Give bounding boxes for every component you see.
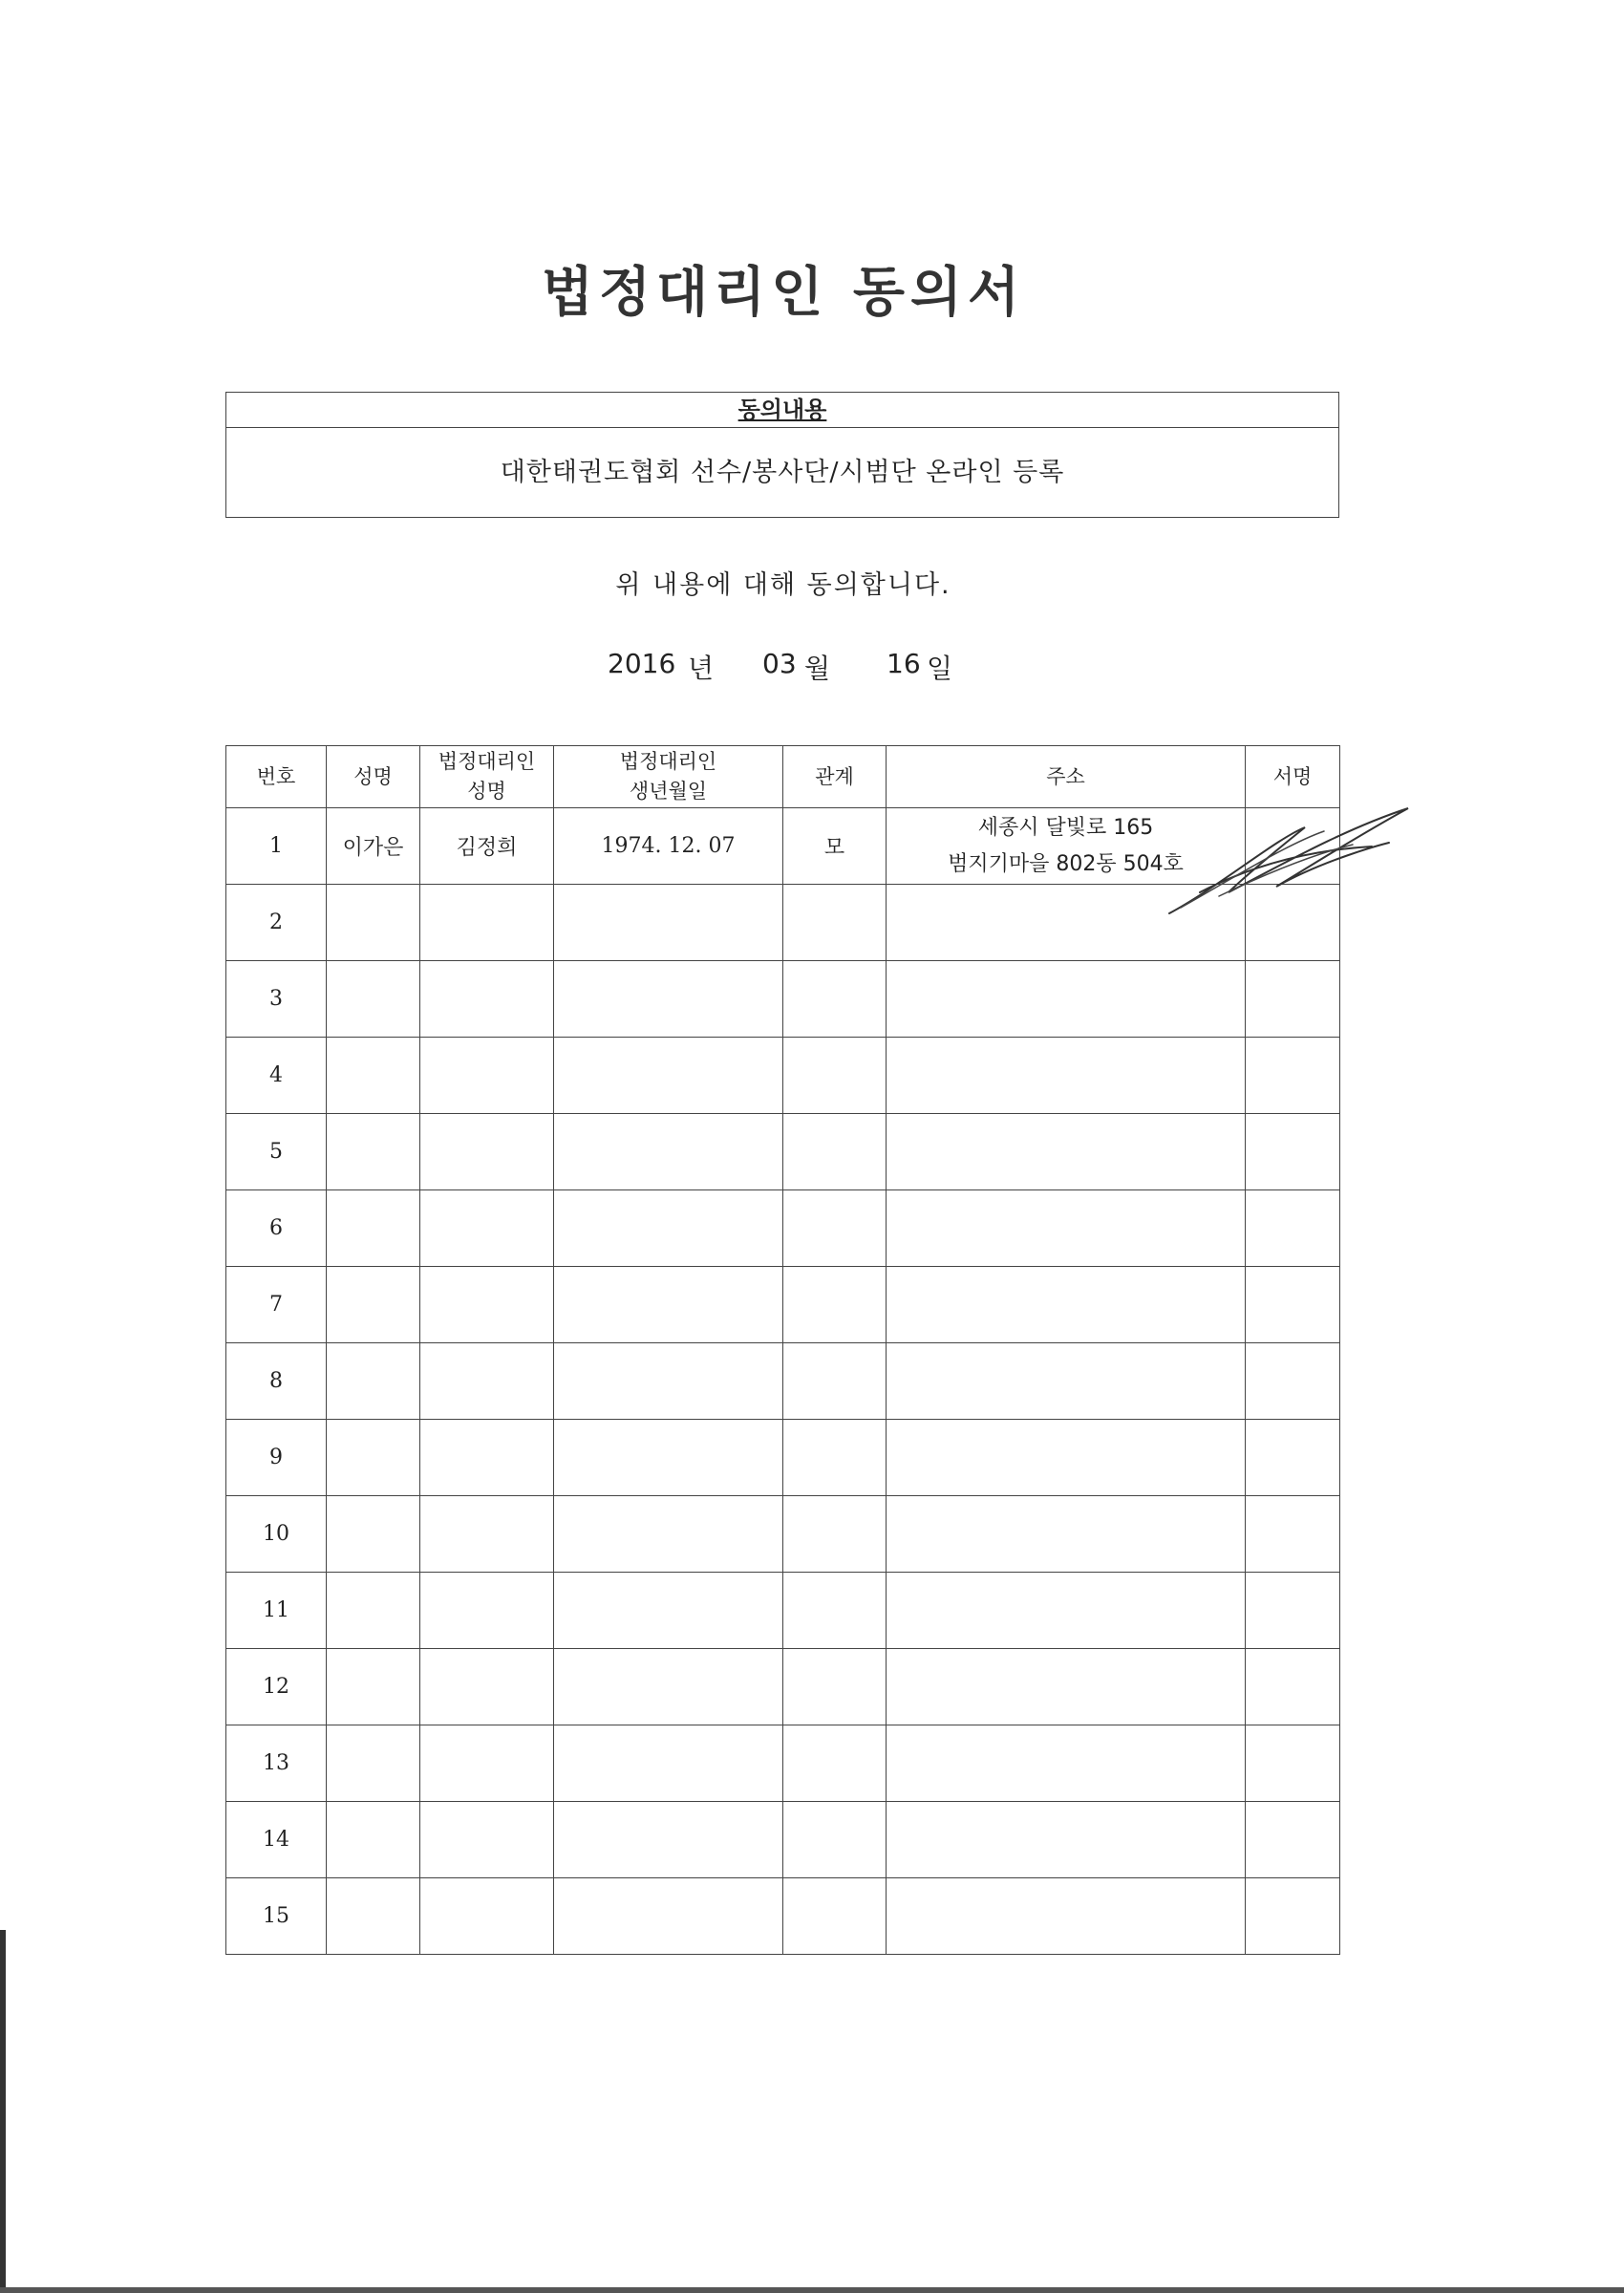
row-relation-text: 모 xyxy=(823,836,845,860)
row-name xyxy=(327,1190,420,1267)
row-address xyxy=(887,1420,1246,1496)
row-signature xyxy=(1246,1190,1340,1267)
date-month: 03 xyxy=(762,648,797,679)
row-number xyxy=(226,1420,327,1496)
row-guardian-birth xyxy=(554,1114,783,1190)
table-row xyxy=(226,1573,1340,1649)
row-number-text: 5 xyxy=(269,1140,283,1164)
row-name xyxy=(327,1878,420,1955)
table-row xyxy=(226,1190,1340,1267)
row-guardian-name xyxy=(420,1343,554,1420)
row-guardian-birth xyxy=(554,1878,783,1955)
row-name xyxy=(327,1725,420,1802)
table-row xyxy=(226,1267,1340,1343)
row-signature xyxy=(1246,1573,1340,1649)
row-signature xyxy=(1246,1420,1340,1496)
row-number xyxy=(226,1190,327,1267)
row-signature xyxy=(1246,1496,1340,1573)
row-number-text: 7 xyxy=(269,1293,283,1317)
row-number xyxy=(226,1114,327,1190)
row-guardian-birth xyxy=(554,1343,783,1420)
row-number-text: 15 xyxy=(263,1904,289,1928)
date-day: 16 xyxy=(887,648,921,679)
row-guardian-name xyxy=(420,1267,554,1343)
table-row xyxy=(226,961,1340,1038)
row-guardian-name xyxy=(420,1878,554,1955)
table-header-row xyxy=(226,746,1340,808)
row-relation xyxy=(783,1725,887,1802)
header-guardian-name xyxy=(420,746,554,808)
row-guardian-birth-text: 1974. 12. 07 xyxy=(601,834,736,858)
agreement-text: 위 내용에 대해 동의합니다. xyxy=(615,570,951,600)
row-address xyxy=(887,961,1246,1038)
table-row xyxy=(226,1343,1340,1420)
row-relation xyxy=(783,1649,887,1725)
row-name xyxy=(327,1420,420,1496)
row-relation xyxy=(783,1420,887,1496)
row-relation xyxy=(783,1267,887,1343)
row-relation xyxy=(783,1496,887,1573)
row-relation xyxy=(783,1802,887,1878)
row-address xyxy=(887,1649,1246,1725)
row-signature xyxy=(1246,1114,1340,1190)
row-number-text: 6 xyxy=(269,1216,283,1240)
consent-heading-text: 동의내용 xyxy=(737,396,827,423)
handwritten-signature xyxy=(1162,801,1410,919)
consent-heading xyxy=(226,393,1338,428)
row-number-text: 3 xyxy=(269,987,283,1011)
row-number xyxy=(226,1343,327,1420)
row-address xyxy=(887,1725,1246,1802)
row-name xyxy=(327,1802,420,1878)
row-guardian-name xyxy=(420,1114,554,1190)
row-guardian-birth xyxy=(554,808,783,885)
row-relation xyxy=(783,1573,887,1649)
row-number xyxy=(226,1496,327,1573)
date-year: 2016 xyxy=(608,648,676,679)
row-relation xyxy=(783,1343,887,1420)
row-address-line2: 범지기마을 802동 504호 xyxy=(948,851,1184,876)
row-guardian-birth xyxy=(554,1802,783,1878)
row-relation xyxy=(783,885,887,961)
row-signature xyxy=(1246,1725,1340,1802)
row-number-text: 9 xyxy=(269,1446,283,1469)
row-address xyxy=(887,1267,1246,1343)
table-row xyxy=(226,1420,1340,1496)
table-row xyxy=(226,1725,1340,1802)
row-guardian-birth xyxy=(554,1038,783,1114)
row-signature xyxy=(1246,961,1340,1038)
row-guardian-birth xyxy=(554,1573,783,1649)
row-address xyxy=(887,1573,1246,1649)
row-guardian-name xyxy=(420,1038,554,1114)
table-row xyxy=(226,1649,1340,1725)
row-name xyxy=(327,1496,420,1573)
row-number-text: 4 xyxy=(269,1063,283,1087)
header-guardian-birth-line2: 생년월일 xyxy=(629,780,708,803)
row-guardian-birth xyxy=(554,885,783,961)
row-number-text: 14 xyxy=(263,1828,289,1852)
row-name xyxy=(327,808,420,885)
row-name xyxy=(327,885,420,961)
date-year-unit: 년 xyxy=(688,653,715,684)
row-number-text: 2 xyxy=(269,911,283,934)
row-address xyxy=(887,1190,1246,1267)
row-address xyxy=(887,1802,1246,1878)
row-name-text: 이가은 xyxy=(342,836,404,860)
row-number xyxy=(226,1573,327,1649)
row-number xyxy=(226,808,327,885)
consent-content: 대한태권도협회 선수/봉사단/시범단 온라인 등록 xyxy=(500,458,1065,487)
row-number xyxy=(226,1038,327,1114)
row-address-line1: 세종시 달빛로 165 xyxy=(977,815,1154,840)
row-guardian-name xyxy=(420,1725,554,1802)
row-guardian-birth xyxy=(554,961,783,1038)
row-guardian-birth xyxy=(554,1649,783,1725)
row-guardian-name xyxy=(420,1802,554,1878)
row-signature xyxy=(1246,1802,1340,1878)
row-guardian-birth xyxy=(554,1725,783,1802)
document-title: 법정대리인 동의서 xyxy=(541,262,1026,324)
header-address: 주소 xyxy=(887,746,1246,808)
row-address xyxy=(887,1878,1246,1955)
row-number-text: 13 xyxy=(263,1751,289,1775)
consent-box xyxy=(225,392,1339,518)
scan-edge-left xyxy=(0,1930,6,2293)
row-guardian-birth xyxy=(554,1190,783,1267)
row-number-text: 10 xyxy=(263,1522,289,1546)
row-guardian-name xyxy=(420,885,554,961)
row-name xyxy=(327,1343,420,1420)
date-month-unit: 월 xyxy=(804,653,831,684)
row-name xyxy=(327,1649,420,1725)
row-name xyxy=(327,961,420,1038)
header-signature: 서명 xyxy=(1246,746,1340,808)
guardian-table xyxy=(225,745,1340,1955)
row-number-text: 8 xyxy=(269,1369,283,1393)
row-guardian-birth xyxy=(554,1420,783,1496)
row-relation xyxy=(783,961,887,1038)
row-relation xyxy=(783,808,887,885)
scan-edge-bottom xyxy=(0,2287,1624,2293)
row-relation xyxy=(783,1038,887,1114)
row-name xyxy=(327,1114,420,1190)
row-number xyxy=(226,1802,327,1878)
row-address xyxy=(887,1038,1246,1114)
row-relation xyxy=(783,1114,887,1190)
header-number: 번호 xyxy=(226,746,327,808)
row-name xyxy=(327,1038,420,1114)
row-guardian-name xyxy=(420,1420,554,1496)
row-guardian-name xyxy=(420,808,554,885)
row-guardian-name xyxy=(420,1496,554,1573)
row-address xyxy=(887,1114,1246,1190)
header-guardian-birth-line1: 법정대리인 xyxy=(619,750,717,773)
row-number xyxy=(226,961,327,1038)
header-relation: 관계 xyxy=(783,746,887,808)
row-number-text: 11 xyxy=(263,1598,289,1622)
row-address xyxy=(887,1496,1246,1573)
row-relation xyxy=(783,1878,887,1955)
table-row xyxy=(226,1496,1340,1573)
row-guardian-name xyxy=(420,1573,554,1649)
row-signature xyxy=(1246,1038,1340,1114)
row-guardian-birth xyxy=(554,1267,783,1343)
table-row xyxy=(226,1114,1340,1190)
table-row xyxy=(226,1038,1340,1114)
header-guardian-name-line1: 법정대리인 xyxy=(438,750,536,773)
row-number-text: 1 xyxy=(269,834,283,858)
header-guardian-name-line2: 성명 xyxy=(467,780,506,803)
row-guardian-name xyxy=(420,961,554,1038)
row-number xyxy=(226,1725,327,1802)
row-relation xyxy=(783,1190,887,1267)
row-guardian-name-text: 김정희 xyxy=(456,836,518,860)
row-number-text: 12 xyxy=(263,1675,289,1699)
row-signature xyxy=(1246,1649,1340,1725)
row-guardian-birth xyxy=(554,1496,783,1573)
row-number xyxy=(226,1649,327,1725)
row-name xyxy=(327,1267,420,1343)
header-guardian-birth xyxy=(554,746,783,808)
row-signature xyxy=(1246,1343,1340,1420)
row-signature xyxy=(1246,1267,1340,1343)
row-address xyxy=(887,1343,1246,1420)
row-number xyxy=(226,885,327,961)
row-signature xyxy=(1246,1878,1340,1955)
row-guardian-name xyxy=(420,1649,554,1725)
date-day-unit: 일 xyxy=(927,653,953,684)
row-name xyxy=(327,1573,420,1649)
row-number xyxy=(226,1267,327,1343)
row-number xyxy=(226,1878,327,1955)
table-row xyxy=(226,1878,1340,1955)
table-row xyxy=(226,1802,1340,1878)
row-guardian-name xyxy=(420,1190,554,1267)
header-name: 성명 xyxy=(327,746,420,808)
